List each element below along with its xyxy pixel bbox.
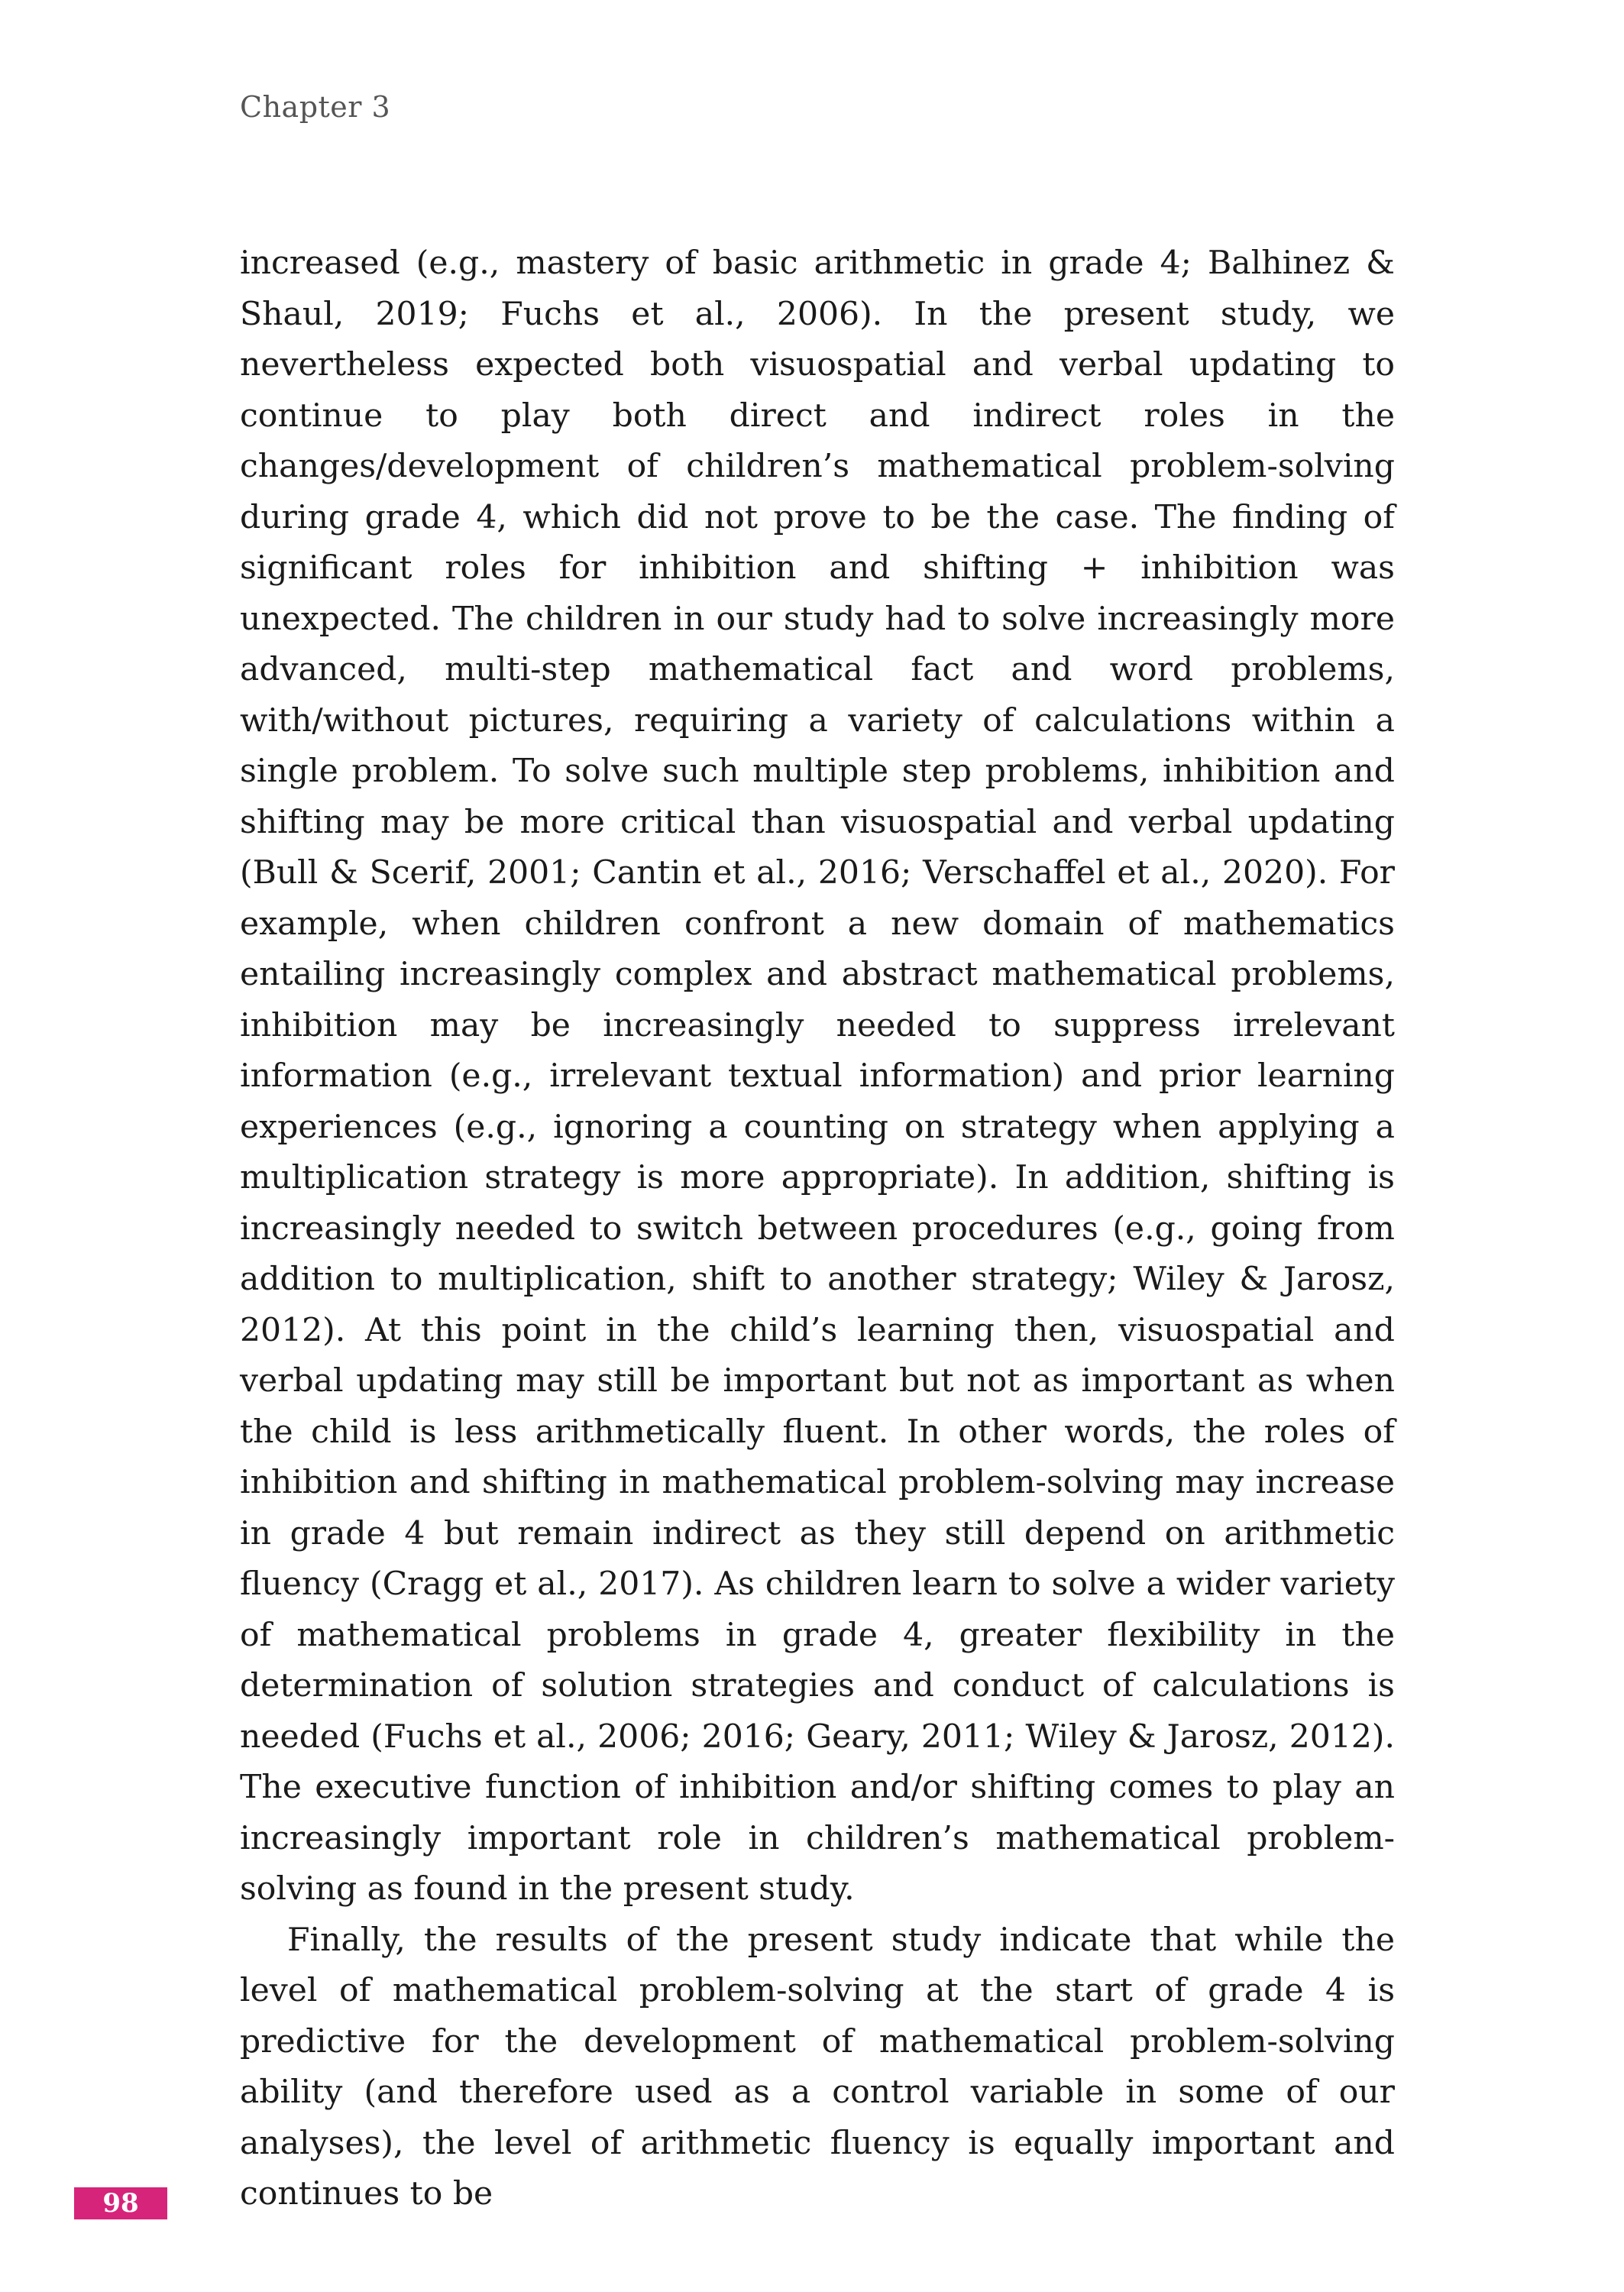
page-number: 98	[74, 2187, 167, 2219]
running-header: Chapter 3	[240, 90, 391, 124]
paragraph-1: increased (e.g., mastery of basic arithmetic in grade 4; Balhinez & Shaul, 2019; Fuchs et al., 2006). In the present study, we nevertheless expected both visuospatial and verbal updating to continue to play both direct and indirect roles in the changes/development of children’s mathematical problem-solving during grade 4, which did not prove to be the case. The finding of significant roles for inhibition and shifting + inhibition was unexpected. The children in our study had to solve increasingly more advanced, multi-step mathematical fact and word problems, with/without pictures, requiring a variety of calculations within a single problem. To solve such multiple step problems, inhibition and shifting may be more critical than visuospatial and verbal updating (Bull & Scerif, 2001; Cantin et al., 2016; Verschaffel et al., 2020). For example, when children confront a new domain of mathematics entailing increasingly complex and abstract mathematical problems, inhibition may be increasingly needed to suppress irrelevant information (e.g., irrelevant textual information) and prior learning experiences (e.g., ignoring a counting on strategy when applying a multiplication strategy is more appropriate). In addition, shifting is increasingly needed to switch between procedures (e.g., going from addition to multiplication, shift to another strategy; Wiley & Jarosz, 2012). At this point in the child’s learning then, visuospatial and verbal updating may still be important but not as important as when the child is less arithmetically fluent. In other words, the roles of inhibition and shifting in mathematical problem-solving may increase in grade 4 but remain indirect as they still depend on arithmetic fluency (Cragg et al., 2017). As children learn to solve a wider variety of mathematical problems in grade 4, greater flexibility in the determination of solution strategies and conduct of calculations is needed (Fuchs et al., 2006; 2016; Geary, 2011; Wiley & Jarosz, 2012). The executive function of inhibition and/or shifting comes to play an increasingly important role in children’s mathematical problem-solving as found in the present study.	[240, 244, 1395, 1908]
paragraph-2: Finally, the results of the present study indicate that while the level of mathematical problem-solving at the start of grade 4 is predictive for the development of mathematical problem-solving ability (and therefore used as a control variable in some of our analyses), the level of arithmetic fluency is equally important and continues to be	[240, 1921, 1395, 2213]
body-text	[240, 238, 1395, 2220]
